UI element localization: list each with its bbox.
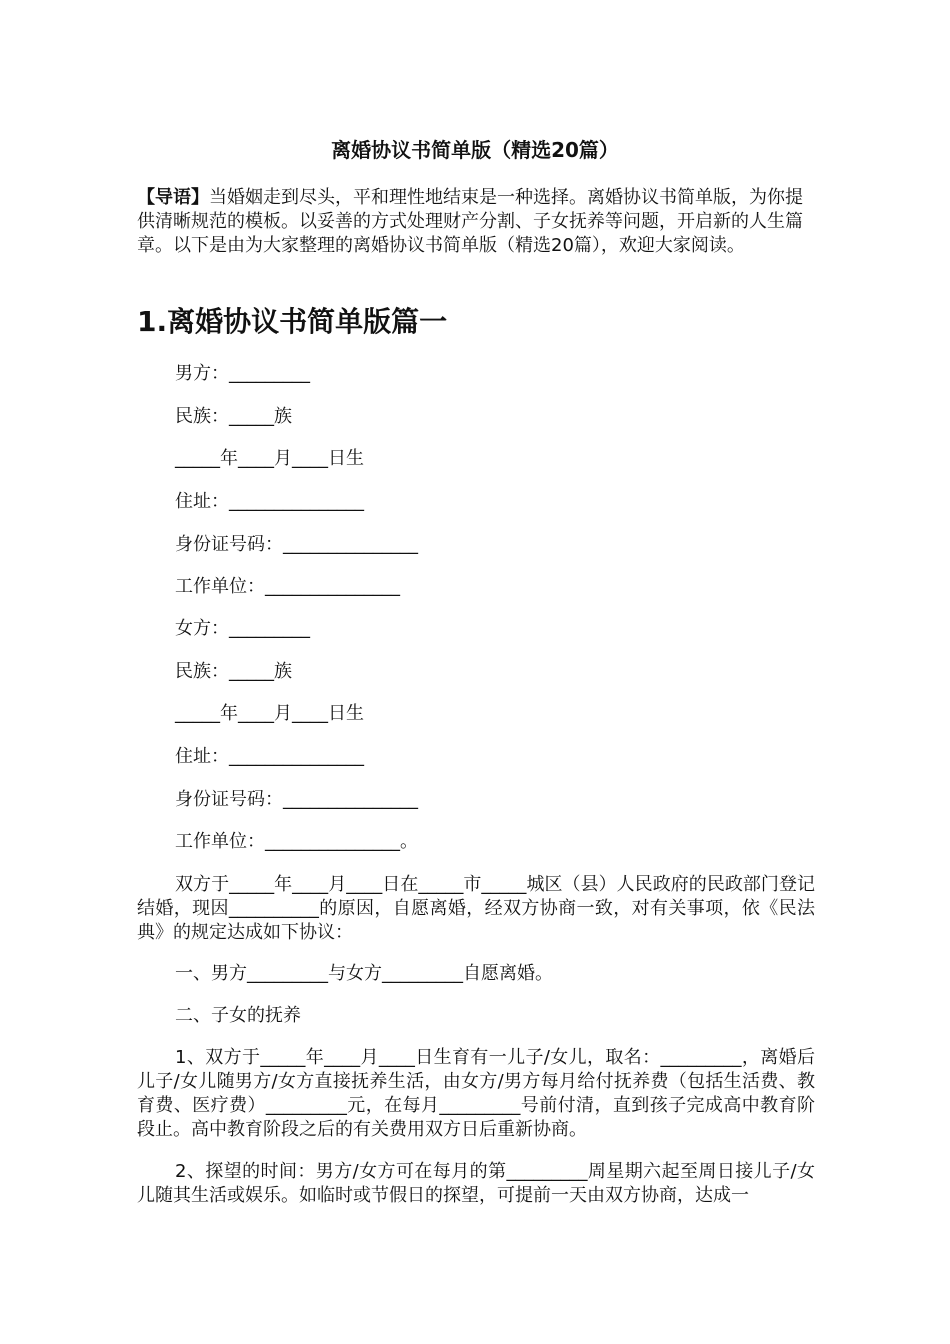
preamble-paragraph: 双方于_____年____月____日在_____市_____城区（县）人民政府的民政部门登记结婚，现因__________的原因，自愿离婚，经双方协商一致，对有关事项，依《民法典》的规定达成如下协议：: [137, 874, 815, 943]
intro-lead: 【导语】: [137, 187, 209, 208]
field-husband-employer: 工作单位：_______________: [175, 576, 400, 597]
field-husband: 男方：_________: [175, 363, 310, 384]
field-husband-address: 住址：_______________: [175, 491, 364, 512]
clause-2-item-1: 1、双方于_____年____月____日生育有一儿子/女儿，取名：_________，离婚后儿子/女儿随男方/女方直接抚养生活，由女方/男方每月给付抚养费（包括生活费、教育费、医疗费）_________元，在每月_________号前付清，直到孩子完成高中教育阶段止。高中教育阶段之后的有关费用双方日后重新协商。: [137, 1047, 815, 1140]
intro-paragraph: [137, 186, 815, 258]
field-wife-id-number: 身份证号码：_______________: [175, 789, 418, 810]
field-husband-id-number: 身份证号码：_______________: [175, 534, 418, 555]
clause-1: 一、男方_________与女方_________自愿离婚。: [175, 963, 553, 984]
field-wife: 女方：_________: [175, 618, 310, 639]
field-wife-address: 住址：_______________: [175, 746, 364, 767]
intro-text: 当婚姻走到尽头，平和理性地结束是一种选择。离婚协议书简单版，为你提供清晰规范的模板。以妥善的方式处理财产分割、子女抚养等问题，开启新的人生篇章。以下是由为大家整理的离婚协议书简单版（精选20篇），欢迎大家阅读。: [137, 187, 803, 256]
clause-2-item-2: 2、探望的时间：男方/女方可在每月的第_________周星期六起至周日接儿子/女儿随其生活或娱乐。如临时或节假日的探望，可提前一天由双方协商，达成一: [137, 1161, 815, 1206]
clause-2: 二、子女的抚养: [175, 1005, 301, 1026]
field-husband-birthdate: _____年____月____日生: [175, 448, 364, 469]
section-heading: 1.离婚协议书简单版篇一: [137, 305, 448, 338]
field-wife-birthdate: _____年____月____日生: [175, 703, 364, 724]
document-title: 离婚协议书简单版（精选20篇）: [331, 138, 619, 162]
field-husband-ethnicity: 民族：_____族: [175, 406, 292, 427]
field-wife-ethnicity: 民族：_____族: [175, 661, 292, 682]
field-wife-employer: 工作单位：_______________。: [175, 831, 418, 852]
